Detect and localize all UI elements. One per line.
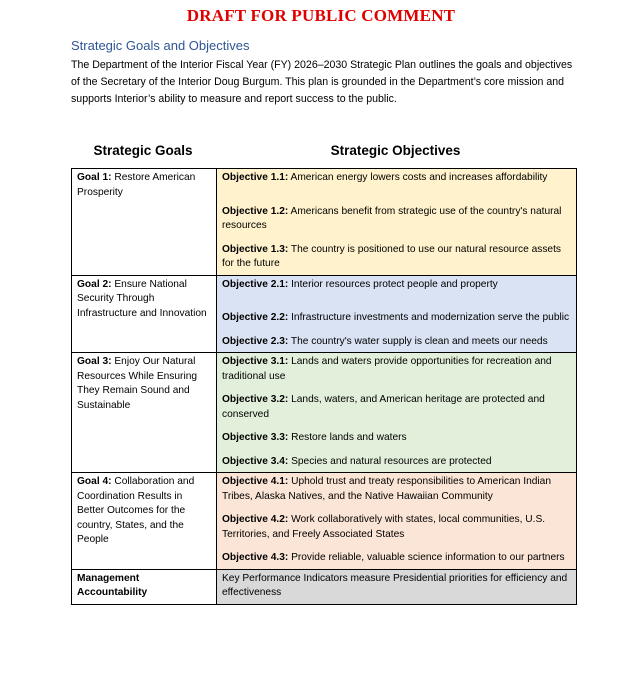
objective-3-2 — [222, 393, 571, 422]
objective-4-3-text: Provide reliable, valuable science information to our partners — [288, 552, 565, 563]
objective-1-2-text: Americans benefit from strategic use of the country's natural resources — [222, 205, 562, 231]
objective-2-2-label: Objective 2.2: — [222, 312, 289, 323]
objective-3-1-label: Objective 3.1: — [222, 356, 289, 367]
objective-3-2-text: Lands, waters, and American heritage are protected and conserved — [222, 394, 545, 420]
goal-4-label: Goal 4: — [77, 476, 112, 487]
goal-1-text: Restore American Prosperity — [77, 172, 196, 198]
objective-2-2-text: Infrastructure investments and modernization serve the public — [288, 312, 570, 323]
objectives-column-header: Strategic Objectives — [330, 143, 461, 158]
objective-1-2-label: Objective 1.2: — [222, 205, 289, 217]
goal-4-text: Collaboration and Coordination Results in Better Outcomes for the country, States, and the People — [77, 476, 195, 545]
objective-1-1 — [222, 171, 571, 186]
goal-2-cell — [72, 275, 217, 353]
objective-4-1-text: Uphold trust and treaty responsibilities to American Indian Tribes, Alaska Natives, and the Native Hawaiian Community — [222, 476, 552, 502]
goal-2-objectives — [217, 275, 577, 353]
goal-3-objectives — [217, 353, 577, 473]
management-text: Key Performance Indicators measure Presidential priorities for efficiency and effectiveness — [222, 572, 568, 598]
goal-4-row — [72, 473, 577, 570]
objective-4-1-label: Objective 4.1: — [222, 476, 289, 487]
objective-2-3-text: The country's water supply is clean and meets our needs — [288, 335, 548, 347]
objective-3-1 — [222, 355, 571, 384]
objective-4-2 — [222, 513, 571, 542]
objective-1-3-label: Objective 1.3: — [222, 243, 289, 255]
objective-1-1-label: Objective 1.1: — [222, 172, 289, 183]
goal-3-row — [72, 353, 577, 473]
objective-3-3-text: Restore lands and waters — [288, 432, 407, 443]
objective-3-4 — [222, 455, 571, 470]
draft-banner: DRAFT FOR PUBLIC COMMENT — [186, 6, 456, 25]
objective-3-1-text: Lands and waters provide opportunities for recreation and traditional use — [222, 356, 552, 382]
goal-2-text: Ensure National Security Through Infrastructure and Innovation — [77, 278, 207, 319]
objective-3-2-label: Objective 3.2: — [222, 394, 289, 405]
goal-2-row — [72, 275, 577, 353]
strategic-plan-table — [71, 168, 577, 605]
goal-4-objectives — [217, 473, 577, 570]
objective-2-3 — [222, 335, 571, 350]
objective-2-1-label: Objective 2.1: — [222, 278, 289, 290]
objective-2-1-text: Interior resources protect people and property — [288, 278, 498, 290]
intro-paragraph: The Department of the Interior Fiscal Year (FY) 2026–2030 Strategic Plan outlines the goals and objectives of the Secretary of the Interior Doug Burgum. This plan is grounded in the Department’s core mission and supports Interior’s ability to measure and report success to the public. — [71, 59, 573, 105]
objective-4-3 — [222, 551, 571, 566]
objective-2-3-label: Objective 2.3: — [222, 335, 289, 347]
management-label: Management Accountability — [77, 572, 148, 598]
goal-1-objectives — [217, 169, 577, 276]
goal-2-label: Goal 2: — [77, 278, 112, 290]
objective-1-3 — [222, 243, 571, 272]
goal-1-row — [72, 169, 577, 276]
objective-3-3-label: Objective 3.3: — [222, 432, 289, 443]
goal-3-label: Goal 3: — [77, 356, 112, 367]
objective-1-3-text: The country is positioned to use our natural resource assets for the future — [222, 243, 562, 269]
goal-3-text: Enjoy Our Natural Resources While Ensuring They Remain Sound and Sustainable — [77, 356, 198, 411]
objective-1-2 — [222, 205, 571, 234]
objective-1-1-text: American energy lowers costs and increases affordability — [288, 172, 548, 183]
goal-1-label: Goal 1: — [77, 172, 112, 183]
objective-4-3-label: Objective 4.3: — [222, 552, 289, 563]
objective-2-1 — [222, 278, 571, 293]
objective-3-4-text: Species and natural resources are protected — [288, 455, 492, 467]
management-objectives — [217, 569, 577, 604]
goal-3-cell — [72, 353, 217, 473]
goal-4-cell — [72, 473, 217, 570]
objective-3-4-label: Objective 3.4: — [222, 455, 289, 467]
objective-4-2-text: Work collaboratively with states, local communities, U.S. Territories, and Freely Associated States — [222, 514, 546, 540]
objective-3-3 — [222, 431, 571, 446]
goals-column-header: Strategic Goals — [93, 143, 193, 158]
objective-4-1 — [222, 475, 571, 504]
objective-4-2-label: Objective 4.2: — [222, 514, 289, 525]
objective-2-2 — [222, 311, 571, 326]
management-cell — [72, 569, 217, 604]
goal-1-cell — [72, 169, 217, 276]
management-row — [72, 569, 577, 604]
section-heading: Strategic Goals and Objectives — [71, 38, 250, 53]
